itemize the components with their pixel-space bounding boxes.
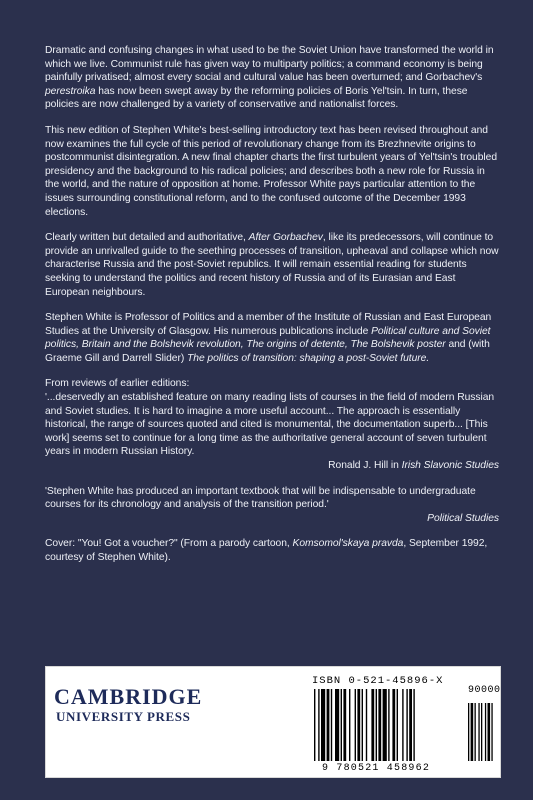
barcode-bar xyxy=(327,689,330,761)
barcode-bar xyxy=(343,689,346,761)
paragraph-edition: This new edition of Stephen White's best-selling introductory text has been revised throughout and now examines the full cycle of this period of revolutionary change from its Brezhnevite origins to postcommunist disintegration. A new final chapter charts the first turbulent years of Yel'tsin's troubled presidency and the background to his radical policies; and describes both a new role for Russia in the world, and the nature of opposition at home. Professor White pays particular attention to the issues surrounding constitutional reform, and to the confused outcome of the December 1993 elections. xyxy=(45,124,497,218)
publication-titles: Political culture and Soviet politics, Britain and the Bolshevik revolution, The origins of detente, The Bolshevik poster xyxy=(45,325,491,351)
paragraph-author xyxy=(45,311,499,365)
barcode-bar xyxy=(392,689,395,761)
paragraph-summary xyxy=(45,231,499,299)
barcode-panel xyxy=(45,666,501,778)
text-span: and (with Graeme Gill and Darrell Slider) xyxy=(45,339,490,364)
text-emphasis: perestroika xyxy=(45,85,96,97)
text-span: Cover: "You! Got a voucher?" (From a parody cartoon, xyxy=(45,538,293,550)
publisher-subname: UNIVERSITY PRESS xyxy=(56,709,191,724)
addon-bar xyxy=(475,703,476,761)
publication-title: The politics of transition: shaping a post-Soviet future. xyxy=(187,352,430,364)
barcode-bar xyxy=(321,689,325,761)
review-source: Irish Slavonic Studies xyxy=(401,460,499,472)
price-addon: 90000 xyxy=(468,685,501,696)
addon-bar xyxy=(468,703,469,761)
barcode-bar xyxy=(335,689,339,761)
addon-bar xyxy=(481,703,482,761)
text-span: Dramatic and confusing changes in what used to be the Soviet Union have transformed the world in which we live. Communist rule has given way to multiparty politics; a command economy is being painfully privatised; almost every social and cultural value has been overturned; and Gorbachev's xyxy=(45,45,494,84)
barcode-bar xyxy=(341,689,342,761)
barcode-bar xyxy=(371,689,374,761)
review-quote-2: 'Stephen White has produced an important textbook that will be indispensable to undergraduate courses for its chronology and analysis of the transition period.' xyxy=(45,485,476,511)
text-span: Ronald J. Hill in xyxy=(328,460,402,472)
barcode-bar xyxy=(378,689,381,761)
isbn-label: ISBN 0-521-45896-X xyxy=(312,675,444,687)
barcode-bar xyxy=(362,689,363,761)
blurb-text xyxy=(45,44,499,577)
barcode-bar xyxy=(388,689,389,761)
paragraph-intro xyxy=(45,44,499,112)
barcode-bar xyxy=(366,689,367,761)
barcode-bar xyxy=(318,689,319,761)
barcode-bar xyxy=(355,689,356,761)
barcode-bar xyxy=(383,689,387,761)
addon-bar xyxy=(478,703,479,761)
review-source: Political Studies xyxy=(427,512,499,524)
barcode-bar xyxy=(409,689,412,761)
review-attribution-1 xyxy=(45,459,499,473)
text-span: has now been swept away by the reforming policies of Boris Yel'tsin. In turn, these policies are now challenged by a variety of conservative and nationalist forces. xyxy=(45,85,468,111)
barcode-bar xyxy=(402,689,403,761)
book-title: After Gorbachev xyxy=(248,232,323,244)
publisher-name: CAMBRIDGE xyxy=(54,684,203,709)
barcode-bar xyxy=(349,689,350,761)
text-span: Stephen White is Professor of Politics and a member of the Institute of Russian and East European Studies at the University of Glasgow. His numerous publications include xyxy=(45,312,492,337)
addon-bar xyxy=(491,703,492,761)
reviews-intro: From reviews of earlier editions: xyxy=(45,378,190,390)
ean-number: 9 780521 458962 xyxy=(322,763,431,774)
text-span: , like its predecessors, will continue to provide an unrivalled guide to the seething processes of transition, upheaval and collapse which now characterise Russia and the post-Soviet republics. It will remain essential reading for students seeking to understand the politics and recent history of Russia and of its Eurasian and East European neighbours. xyxy=(45,232,499,298)
addon-bar xyxy=(488,703,491,761)
barcode-bar xyxy=(331,689,332,761)
review-attribution-2 xyxy=(45,512,499,526)
barcode-bar xyxy=(406,689,407,761)
cover-credit xyxy=(45,537,499,564)
addon-bar xyxy=(485,703,486,761)
review-quote-1: '...deservedly an established feature on many reading lists of courses in the field of modern Russian and Soviet studies. It is hard to imagine a more useful account... The approach is essentially historical, the range of sources quoted and cited is monumental, the documentation superb... [This work] seems set to continue for a long time as the authoritative general account of seven turbulent years in modern Russian History. xyxy=(45,392,495,458)
publisher-logo xyxy=(54,685,264,724)
newspaper-title: Komsomol'skaya pravda xyxy=(292,538,404,550)
addon-bar xyxy=(471,703,474,761)
barcode-bar xyxy=(413,689,414,761)
barcode-bar xyxy=(397,689,398,761)
barcode-bar xyxy=(376,689,377,761)
barcode-icon xyxy=(312,689,496,763)
barcode-bar xyxy=(314,689,315,761)
barcode-bars xyxy=(312,689,496,761)
text-span: Clearly written but detailed and authoritative, xyxy=(45,232,249,244)
text-span: , September 1992, courtesy of Stephen White). xyxy=(45,538,488,563)
barcode-bar xyxy=(357,689,360,761)
